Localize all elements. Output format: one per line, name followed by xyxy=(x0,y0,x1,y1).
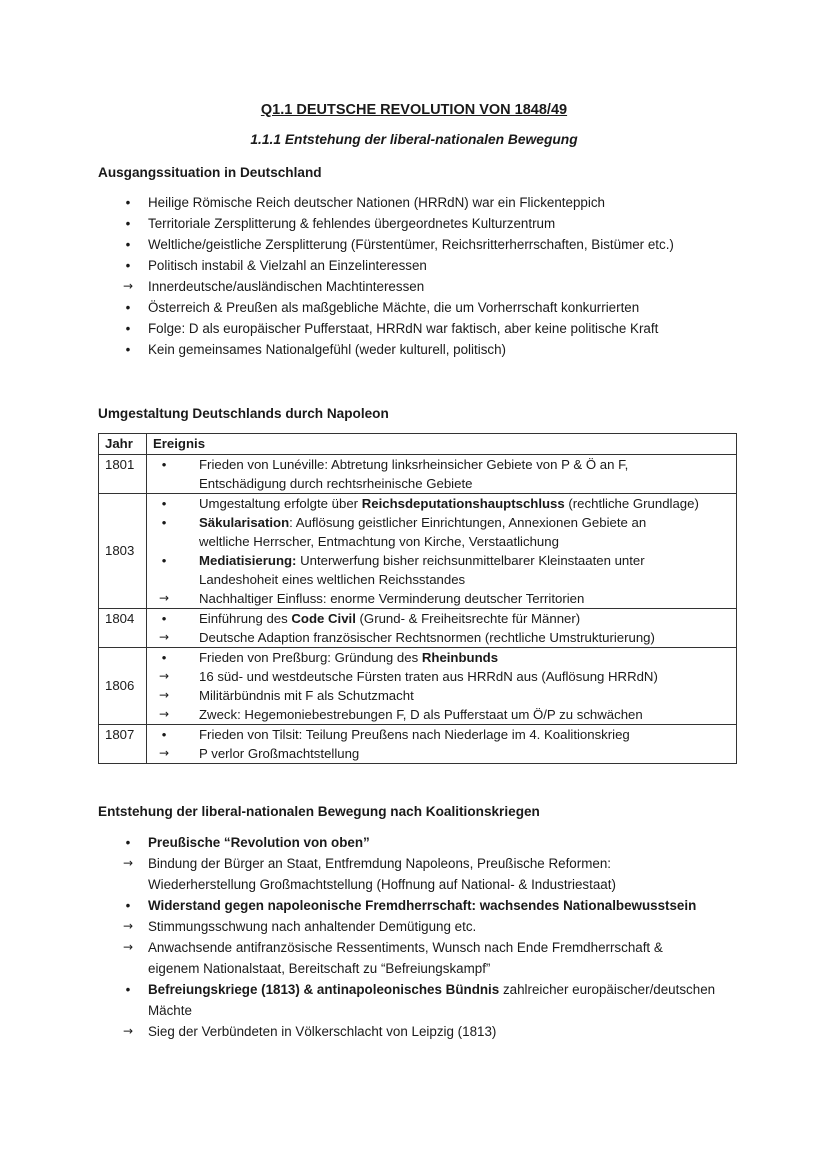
bold-text: Widerstand gegen napoleonische Fremdherrschaft: wachsendes Nationalbewusstsein xyxy=(148,898,697,913)
page-subtitle: 1.1.1 Entstehung der liberal-nationalen Bewegung xyxy=(250,132,578,147)
bullet-icon: • xyxy=(125,195,131,210)
list-item-text: Politisch instabil & Vielzahl an Einzelinteressen xyxy=(148,258,427,273)
text-fragment: weltliche Herrscher, Entmachtung von Kirche, Verstaatlichung xyxy=(199,534,559,549)
bullet-icon: • xyxy=(161,496,167,511)
text-fragment: (Grund- & Freiheitsrechte für Männer) xyxy=(355,611,581,626)
list-item xyxy=(118,895,758,916)
bold-text: Preußische “Revolution von oben” xyxy=(148,835,370,850)
text-fragment: Frieden von Preßburg: Gründung des xyxy=(199,650,422,665)
bold-text: Befreiungskriege (1813) & antinapoleonisches Bündnis xyxy=(148,982,500,997)
event-line xyxy=(147,628,736,647)
text-fragment: Frieden von Lunéville: Abtretung linksrheinsicher Gebiete von P & Ö an F, xyxy=(199,457,629,472)
event-cell xyxy=(147,609,737,648)
text-fragment: Zweck: Hegemoniebestrebungen F, D als Pufferstaat um Ö/P zu schwächen xyxy=(199,707,643,722)
list-item-text: Weltliche/geistliche Zersplitterung (Fürstentümer, Reichsritterherrschaften, Bistümer etc.) xyxy=(148,237,674,252)
text-fragment: Anwachsende antifranzösische Ressentiments, Wunsch nach Ende Fremdherrschaft & xyxy=(148,940,663,955)
event-line xyxy=(147,474,736,493)
text-fragment: P verlor Großmachtstellung xyxy=(199,746,360,761)
text-fragment: Bindung der Bürger an Staat, Entfremdung Napoleons, Preußische Reformen: xyxy=(148,856,611,871)
event-line xyxy=(147,744,736,763)
text-fragment: Sieg der Verbündeten in Völkerschlacht von Leipzig (1813) xyxy=(148,1024,497,1039)
text-fragment: Stimmungsschwung nach anhaltender Demütigung etc. xyxy=(148,919,477,934)
arrow-icon: → xyxy=(158,688,170,702)
list-item xyxy=(118,916,758,937)
event-cell xyxy=(147,494,737,609)
bullet-icon: • xyxy=(125,258,131,273)
column-header-event: Ereignis xyxy=(147,434,737,455)
text-fragment: : Auflösung geistlicher Einrichtungen, Annexionen Gebiete an xyxy=(289,515,647,530)
list-item xyxy=(118,832,758,853)
bullet-icon: • xyxy=(125,342,131,357)
ausgangssituation-list xyxy=(118,192,758,360)
arrow-icon: → xyxy=(122,940,134,954)
list-item-text: Innerdeutsche/ausländischen Machtinteressen xyxy=(148,279,425,294)
event-line xyxy=(147,455,736,474)
list-item-text: Kein gemeinsames Nationalgefühl (weder kulturell, politisch) xyxy=(148,342,507,357)
bullet-icon: • xyxy=(125,898,131,913)
list-item xyxy=(118,1021,758,1042)
list-item xyxy=(118,937,758,958)
event-line xyxy=(147,532,736,551)
list-item xyxy=(118,874,758,895)
list-item xyxy=(118,297,758,318)
table-header-row xyxy=(99,434,737,455)
text-fragment: Unterwerfung bisher reichsunmittelbarer Kleinstaaten unter xyxy=(296,553,645,568)
text-fragment: Nachhaltiger Einfluss: enorme Verminderung deutscher Territorien xyxy=(199,591,585,606)
text-fragment: zahlreicher europäischer/deutschen xyxy=(499,982,716,997)
list-item xyxy=(118,192,758,213)
table-row xyxy=(99,455,737,494)
table-row xyxy=(99,494,737,609)
arrow-icon: → xyxy=(158,707,170,721)
bullet-icon: • xyxy=(161,727,167,742)
year-cell: 1804 xyxy=(99,609,147,648)
list-item xyxy=(118,213,758,234)
bullet-icon: • xyxy=(161,515,167,530)
bold-text: Säkularisation xyxy=(199,515,290,530)
list-item-text: Territoriale Zersplitterung & fehlendes übergeordnetes Kulturzentrum xyxy=(148,216,556,231)
napoleon-events-table xyxy=(98,433,737,764)
text-fragment: Entschädigung durch rechtsrheinische Gebiete xyxy=(199,476,473,491)
text-fragment: Mächte xyxy=(148,1003,192,1018)
arrow-icon: → xyxy=(158,746,170,760)
table-row xyxy=(99,725,737,764)
bold-text: Reichsdeputationshauptschluss xyxy=(361,496,565,511)
bullet-icon: • xyxy=(125,300,131,315)
event-line xyxy=(147,570,736,589)
bullet-icon: • xyxy=(125,237,131,252)
text-fragment: Einführung des xyxy=(199,611,292,626)
event-line xyxy=(147,551,736,570)
bullet-icon: • xyxy=(125,321,131,336)
year-cell: 1806 xyxy=(99,648,147,725)
text-fragment: Militärbündnis mit F als Schutzmacht xyxy=(199,688,414,703)
column-header-year: Jahr xyxy=(99,434,147,455)
section-heading-liberal-nationale-bewegung: Entstehung der liberal-nationalen Bewegung nach Koalitionskriegen xyxy=(98,804,540,819)
year-cell: 1807 xyxy=(99,725,147,764)
bullet-icon: • xyxy=(161,650,167,665)
event-line xyxy=(147,686,736,705)
bold-text: Mediatisierung: xyxy=(199,553,297,568)
list-item-text: Heilige Römische Reich deutscher Nationen (HRRdN) war ein Flickenteppich xyxy=(148,195,605,210)
bold-text: Rheinbunds xyxy=(421,650,499,665)
list-item xyxy=(118,853,758,874)
list-item xyxy=(118,339,758,360)
event-cell xyxy=(147,725,737,764)
text-fragment: Umgestaltung erfolgte über xyxy=(199,496,362,511)
arrow-icon: → xyxy=(158,669,170,683)
event-cell xyxy=(147,648,737,725)
year-cell: 1801 xyxy=(99,455,147,494)
arrow-icon: → xyxy=(122,919,134,933)
list-item-text: Österreich & Preußen als maßgebliche Mächte, die um Vorherrschaft konkurrierten xyxy=(148,300,640,315)
table-row xyxy=(99,648,737,725)
event-line xyxy=(147,705,736,724)
list-item xyxy=(118,318,758,339)
bullet-icon: • xyxy=(161,553,167,568)
event-line xyxy=(147,609,736,628)
arrow-icon: → xyxy=(158,591,170,605)
list-item xyxy=(118,276,758,297)
arrow-icon: → xyxy=(158,630,170,644)
bullet-icon: • xyxy=(161,457,167,472)
section-heading-ausgangssituation: Ausgangssituation in Deutschland xyxy=(98,165,322,180)
event-line xyxy=(147,725,736,744)
list-item xyxy=(118,1000,758,1021)
event-line xyxy=(147,513,736,532)
list-item xyxy=(118,958,758,979)
text-fragment: Wiederherstellung Großmachtstellung (Hoffnung auf National- & Industriestaat) xyxy=(148,877,616,892)
bullet-icon: • xyxy=(161,611,167,626)
page-title: Q1.1 DEUTSCHE REVOLUTION VON 1848/49 xyxy=(260,102,568,118)
list-item xyxy=(118,255,758,276)
list-item xyxy=(118,979,758,1000)
event-cell xyxy=(147,455,737,494)
bullet-icon: • xyxy=(125,835,131,850)
event-line xyxy=(147,648,736,667)
list-item xyxy=(118,234,758,255)
text-fragment: 16 süd- und westdeutsche Fürsten traten aus HRRdN aus (Auflösung HRRdN) xyxy=(199,669,658,684)
liberal-nationale-bewegung-list xyxy=(118,832,758,1042)
text-fragment: Frieden von Tilsit: Teilung Preußens nach Niederlage im 4. Koalitionskrieg xyxy=(199,727,630,742)
year-cell: 1803 xyxy=(99,494,147,609)
arrow-icon: → xyxy=(122,279,134,293)
list-item-text: Folge: D als europäischer Pufferstaat, HRRdN war faktisch, aber keine politische Kraft xyxy=(148,321,659,336)
text-fragment: Deutsche Adaption französischer Rechtsnormen (rechtliche Umstrukturierung) xyxy=(199,630,655,645)
bold-text: Code Civil xyxy=(291,611,356,626)
event-line xyxy=(147,589,736,608)
text-fragment: (rechtliche Grundlage) xyxy=(564,496,699,511)
text-fragment: eigenem Nationalstaat, Bereitschaft zu “Befreiungskampf” xyxy=(148,961,491,976)
bullet-icon: • xyxy=(125,982,131,997)
text-fragment: Landeshoheit eines weltlichen Reichsstandes xyxy=(199,572,466,587)
arrow-icon: → xyxy=(122,1024,134,1038)
bullet-icon: • xyxy=(125,216,131,231)
table-row xyxy=(99,609,737,648)
event-line xyxy=(147,494,736,513)
arrow-icon: → xyxy=(122,856,134,870)
section-heading-napoleon: Umgestaltung Deutschlands durch Napoleon xyxy=(98,406,389,421)
event-line xyxy=(147,667,736,686)
